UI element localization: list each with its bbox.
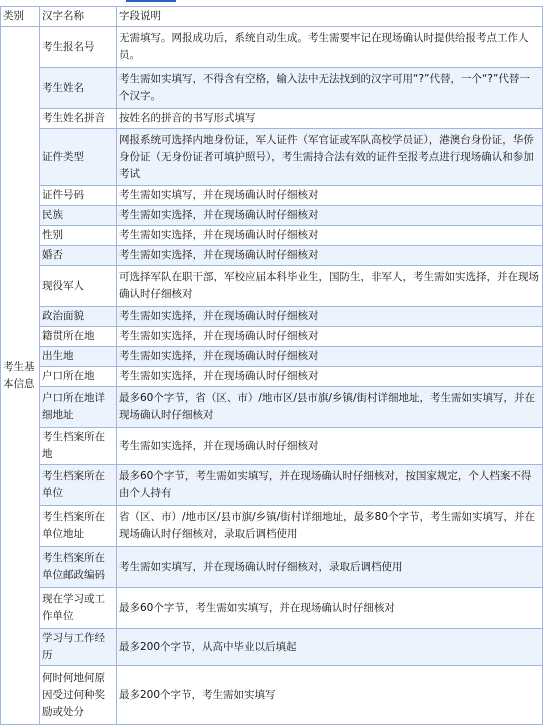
table-row — [1, 547, 543, 588]
table-row — [1, 109, 543, 129]
table-row — [1, 206, 543, 226]
field-description-cell: 按姓名的拼音的书写形式填写 — [117, 109, 543, 129]
field-description-cell: 考生需如实填写，并在现场确认时仔细核对，录取后调档使用 — [117, 547, 543, 588]
field-description-cell: 可选择军队在职干部，军校应届本科毕业生，国防生，非军人，考生需如实选择，并在现场确认时仔细核对 — [117, 266, 543, 307]
table-row — [1, 367, 543, 387]
field-description-cell: 考生需如实选择，并在现场确认时仔细核对 — [117, 428, 543, 465]
table-row — [1, 666, 543, 725]
table-row — [1, 129, 543, 186]
field-name-cell: 证件号码 — [40, 186, 117, 206]
field-name-cell: 政治面貌 — [40, 307, 117, 327]
field-description-cell: 考生需如实填写，并在现场确认时仔细核对 — [117, 186, 543, 206]
table-header-row — [1, 7, 543, 27]
table-row — [1, 428, 543, 465]
field-description-table — [0, 6, 543, 725]
field-description-cell: 考生需如实选择，并在现场确认时仔细核对 — [117, 246, 543, 266]
field-description-cell: 考生需如实选择，并在现场确认时仔细核对 — [117, 327, 543, 347]
field-description-cell: 考生需如实选择，并在现场确认时仔细核对 — [117, 206, 543, 226]
field-name-cell: 考生档案所在地 — [40, 428, 117, 465]
field-name-cell: 出生地 — [40, 347, 117, 367]
field-name-cell: 性别 — [40, 226, 117, 246]
table-row — [1, 629, 543, 666]
header-category: 类别 — [1, 7, 40, 27]
field-name-cell: 婚否 — [40, 246, 117, 266]
table-row — [1, 246, 543, 266]
field-name-cell: 民族 — [40, 206, 117, 226]
table-row — [1, 588, 543, 629]
table-row — [1, 347, 543, 367]
field-name-cell: 籍贯所在地 — [40, 327, 117, 347]
table-row — [1, 27, 543, 68]
table-row — [1, 186, 543, 206]
field-name-cell: 证件类型 — [40, 129, 117, 186]
field-name-cell: 考生档案所在单位 — [40, 465, 117, 506]
top-accent-bar — [126, 0, 176, 2]
field-description-cell: 最多60个字节，考生需如实填写，并在现场确认时仔细核对 — [117, 588, 543, 629]
field-description-cell: 无需填写。网报成功后，系统自动生成。考生需要牢记在现场确认时提供给报考点工作人员。 — [117, 27, 543, 68]
field-description-cell: 省（区、市）/地市区/县市旗/乡镇/街村详细地址，最多80个字节，考生需如实填写，并在现场确认时仔细核对，录取后调档使用 — [117, 506, 543, 547]
field-name-cell: 考生姓名 — [40, 68, 117, 109]
field-description-cell: 考生需如实选择，并在现场确认时仔细核对 — [117, 367, 543, 387]
field-description-cell: 最多200个字节，考生需如实填写 — [117, 666, 543, 725]
field-description-cell: 最多200个字节，从高中毕业以后填起 — [117, 629, 543, 666]
field-description-cell: 考生需如实填写，不得含有空格，输入法中无法找到的汉字可用“?”代替，一个“?”代替一个汉字。 — [117, 68, 543, 109]
table-row — [1, 465, 543, 506]
field-name-cell: 何时何地何原因受过何种奖励或处分 — [40, 666, 117, 725]
field-name-cell: 考生姓名拼音 — [40, 109, 117, 129]
field-name-cell: 学习与工作经历 — [40, 629, 117, 666]
table-row — [1, 68, 543, 109]
field-name-cell: 现役军人 — [40, 266, 117, 307]
field-name-cell: 考生报名号 — [40, 27, 117, 68]
table-row — [1, 387, 543, 428]
category-cell: 考生基本信息 — [1, 27, 40, 725]
table-row — [1, 266, 543, 307]
header-description: 字段说明 — [117, 7, 543, 27]
header-name: 汉字名称 — [40, 7, 117, 27]
field-description-cell: 最多60个字节，考生需如实填写，并在现场确认时仔细核对，按国家规定，个人档案不得由个人持有 — [117, 465, 543, 506]
field-description-cell: 网报系统可选择内地身份证，军人证件（军官证或军队高校学员证），港澳台身份证，华侨身份证（无身份证者可填护照号），考生需持合法有效的证件至报考点进行现场确认和参加考试 — [117, 129, 543, 186]
field-description-cell: 考生需如实选择，并在现场确认时仔细核对 — [117, 307, 543, 327]
field-name-cell: 考生档案所在单位邮政编码 — [40, 547, 117, 588]
table-row — [1, 506, 543, 547]
field-description-cell: 考生需如实选择，并在现场确认时仔细核对 — [117, 347, 543, 367]
table-row — [1, 307, 543, 327]
field-name-cell: 考生档案所在单位地址 — [40, 506, 117, 547]
field-name-cell: 户口所在地详细地址 — [40, 387, 117, 428]
table-row — [1, 327, 543, 347]
table-row — [1, 226, 543, 246]
field-description-cell: 考生需如实选择，并在现场确认时仔细核对 — [117, 226, 543, 246]
field-description-cell: 最多60个字节，省（区、市）/地市区/县市旗/乡镇/街村详细地址，考生需如实填写，并在现场确认时仔细核对 — [117, 387, 543, 428]
field-name-cell: 现在学习或工作单位 — [40, 588, 117, 629]
field-name-cell: 户口所在地 — [40, 367, 117, 387]
